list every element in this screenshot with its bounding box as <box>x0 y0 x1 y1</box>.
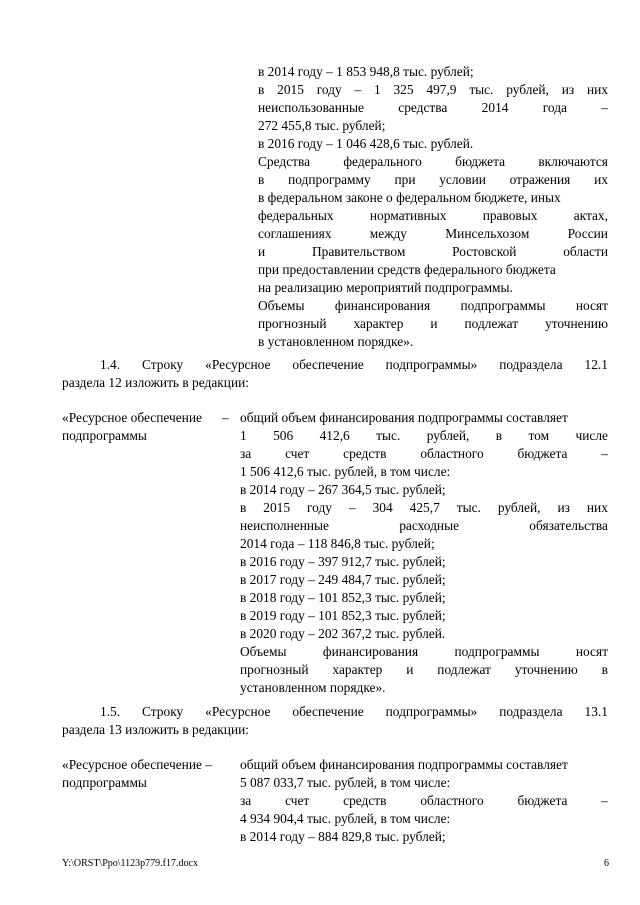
text-line: 2014 года – 118 846,8 тыс. рублей; <box>240 536 435 551</box>
word: рублей, <box>506 82 549 97</box>
word: характер <box>353 316 404 331</box>
table-label: «Ресурсное обеспечение <box>62 410 202 425</box>
word: тыс. <box>376 428 401 443</box>
word: включаются <box>538 154 608 169</box>
word: 412,6 <box>319 428 350 443</box>
text-line: в 2014 году – 267 364,5 тыс. рублей; <box>240 482 446 497</box>
table-label: подпрограммы <box>62 775 147 790</box>
word: «Ресурсное <box>205 704 271 719</box>
text-line: в 2014 году – 1 853 948,8 тыс. рублей; <box>258 64 474 79</box>
word: бюджета <box>517 446 568 461</box>
word: России <box>567 226 608 241</box>
word: их <box>594 172 608 187</box>
text-line: в 2018 году – 101 852,3 тыс. рублей; <box>240 590 446 605</box>
text-line: в 2020 году – 202 367,2 тыс. рублей. <box>240 626 446 641</box>
word: году <box>316 82 342 97</box>
word: отражения <box>509 172 571 187</box>
text-line-justified <box>258 243 608 260</box>
text-line-justified <box>240 445 608 462</box>
word: Объемы <box>258 298 305 313</box>
text-line: в 2016 году – 397 912,7 тыс. рублей; <box>240 554 446 569</box>
word: 2014 <box>481 100 509 115</box>
word: 12.1 <box>584 357 608 372</box>
word: 1.4. <box>100 357 121 372</box>
text-line-justified <box>258 297 608 314</box>
word: – <box>601 793 608 808</box>
word: и <box>430 316 438 331</box>
word: актах, <box>573 208 608 223</box>
paragraph-1-4-line <box>100 356 608 373</box>
word: обеспечение <box>292 357 364 372</box>
word: подпрограмму <box>288 172 371 187</box>
text-line-justified <box>258 315 608 332</box>
text-line: в 2014 году – 884 829,8 тыс. рублей; <box>240 829 446 844</box>
word: финансирования <box>334 298 431 313</box>
word: 1 <box>373 82 381 97</box>
word: прогнозный <box>258 316 327 331</box>
word: тыс. <box>456 500 481 515</box>
text-line-justified <box>258 99 608 116</box>
word: Объемы <box>240 644 287 659</box>
word: 506 <box>273 428 294 443</box>
word: 304 <box>372 500 393 515</box>
text-line: при предоставлении средств федерального бюджета <box>258 262 556 277</box>
word: за <box>240 793 252 808</box>
text-line: в 2016 году – 1 046 428,6 тыс. рублей. <box>258 136 474 151</box>
word: носят <box>575 298 608 313</box>
word: и <box>406 662 414 677</box>
text-line: общий объем финансирования подпрограммы составляет <box>240 410 568 425</box>
word: неисполненные <box>240 518 329 533</box>
text-line: в 2019 году – 101 852,3 тыс. рублей; <box>240 608 446 623</box>
word: средств <box>343 793 387 808</box>
word: Минсельхозом <box>445 226 530 241</box>
word: 2015 <box>263 500 291 515</box>
text-line-justified <box>240 661 608 678</box>
word: подпрограммы» <box>385 357 478 372</box>
word: области <box>563 244 608 259</box>
word: неиспользованные <box>258 100 364 115</box>
word: условии <box>439 172 486 187</box>
word: областного <box>420 446 484 461</box>
word: уточнению <box>514 662 578 677</box>
word: в <box>258 172 265 187</box>
word: в <box>495 428 503 443</box>
word: счет <box>285 793 310 808</box>
page-number: 6 <box>604 858 609 869</box>
table-label: подпрограммы <box>62 428 147 443</box>
word: бюджета <box>455 154 506 169</box>
word: них <box>586 500 608 515</box>
word: между <box>369 226 407 241</box>
word: Правительством <box>311 244 406 259</box>
text-line: 5 087 033,7 тыс. рублей, в том числе: <box>240 775 451 790</box>
word: прогнозный <box>240 662 309 677</box>
word: финансирования <box>322 644 419 659</box>
word: подраздела <box>499 704 563 719</box>
word: 325 <box>393 82 414 97</box>
word: из <box>561 82 575 97</box>
word: подпрограммы» <box>385 704 478 719</box>
text-line: в 2017 году – 249 484,7 тыс. рублей; <box>240 572 446 587</box>
text-line: общий объем финансирования подпрограммы составляет <box>240 757 568 772</box>
text-line: в федеральном законе о федеральном бюджете, иных <box>258 190 561 205</box>
word: федерального <box>343 154 422 169</box>
word: за <box>240 446 252 461</box>
word: – <box>348 500 356 515</box>
word: – <box>354 82 362 97</box>
word: подлежат <box>437 662 491 677</box>
word: расходные <box>399 518 460 533</box>
word: 497,9 <box>426 82 457 97</box>
word: 425,7 <box>409 500 440 515</box>
word: 2015 <box>277 82 304 97</box>
word: характер <box>332 662 383 677</box>
text-line: в установленном порядке». <box>258 334 414 349</box>
footer-file-path: Y:\ORST\Ppo\1123p779.f17.docx <box>62 858 198 869</box>
word: 1 <box>240 428 247 443</box>
word: в <box>601 662 608 677</box>
word: носят <box>575 644 608 659</box>
word: федеральных <box>258 208 334 223</box>
paragraph-1-5-line: раздела 13 изложить в редакции: <box>62 722 249 737</box>
word: 13.1 <box>584 704 608 719</box>
text-line-justified <box>258 225 608 242</box>
word: подлежат <box>464 316 519 331</box>
word: году <box>307 500 332 515</box>
word: – <box>601 446 608 461</box>
word: них <box>586 82 608 97</box>
text-line-justified <box>258 81 608 98</box>
word: соглашениях <box>258 226 332 241</box>
text-line-justified <box>240 517 608 534</box>
word: из <box>557 500 570 515</box>
word: «Ресурсное <box>205 357 271 372</box>
table-label: «Ресурсное обеспечение – <box>62 757 212 772</box>
word: обязательства <box>529 518 608 533</box>
word: нормативных <box>369 208 447 223</box>
text-line-justified <box>258 171 608 188</box>
word: счет <box>285 446 310 461</box>
word: подраздела <box>499 357 563 372</box>
text-line: установленном порядке». <box>240 680 386 695</box>
word: Ростовской <box>452 244 517 259</box>
text-line: 1 506 412,6 тыс. рублей, в том числе: <box>240 464 451 479</box>
text-line-justified <box>258 153 608 170</box>
table-dash: – <box>222 410 229 425</box>
paragraph-1-5-line <box>100 703 608 720</box>
word: Средства <box>258 154 311 169</box>
word: и <box>258 244 266 259</box>
word: числе <box>575 428 608 443</box>
word: уточнению <box>545 316 608 331</box>
text-line: 4 934 904,4 тыс. рублей, в том числе: <box>240 811 451 826</box>
text-line: на реализацию мероприятий подпрограммы. <box>258 280 513 295</box>
text-line-justified <box>258 207 608 224</box>
word: Строку <box>142 357 184 372</box>
word: в <box>258 82 265 97</box>
word: – <box>601 100 608 115</box>
text-line-justified <box>240 792 608 809</box>
text-line: 272 455,8 тыс. рублей; <box>258 118 386 133</box>
word: рублей, <box>426 428 470 443</box>
paragraph-1-4-line: раздела 12 изложить в редакции: <box>62 375 249 390</box>
word: рублей, <box>497 500 541 515</box>
word: обеспечение <box>292 704 364 719</box>
word: года <box>542 100 567 115</box>
word: средств <box>343 446 387 461</box>
word: средства <box>398 100 448 115</box>
word: Строку <box>142 704 184 719</box>
text-line-justified <box>240 499 608 516</box>
word: правовых <box>482 208 538 223</box>
word: подпрограммы <box>460 298 546 313</box>
word: том <box>528 428 550 443</box>
word: областного <box>420 793 484 808</box>
word: подпрограммы <box>454 644 540 659</box>
text-line-justified <box>240 643 608 660</box>
word: 1.5. <box>100 704 121 719</box>
text-line-justified <box>240 427 608 444</box>
word: в <box>240 500 247 515</box>
word: при <box>394 172 416 187</box>
word: бюджета <box>517 793 568 808</box>
word: тыс. <box>469 82 494 97</box>
